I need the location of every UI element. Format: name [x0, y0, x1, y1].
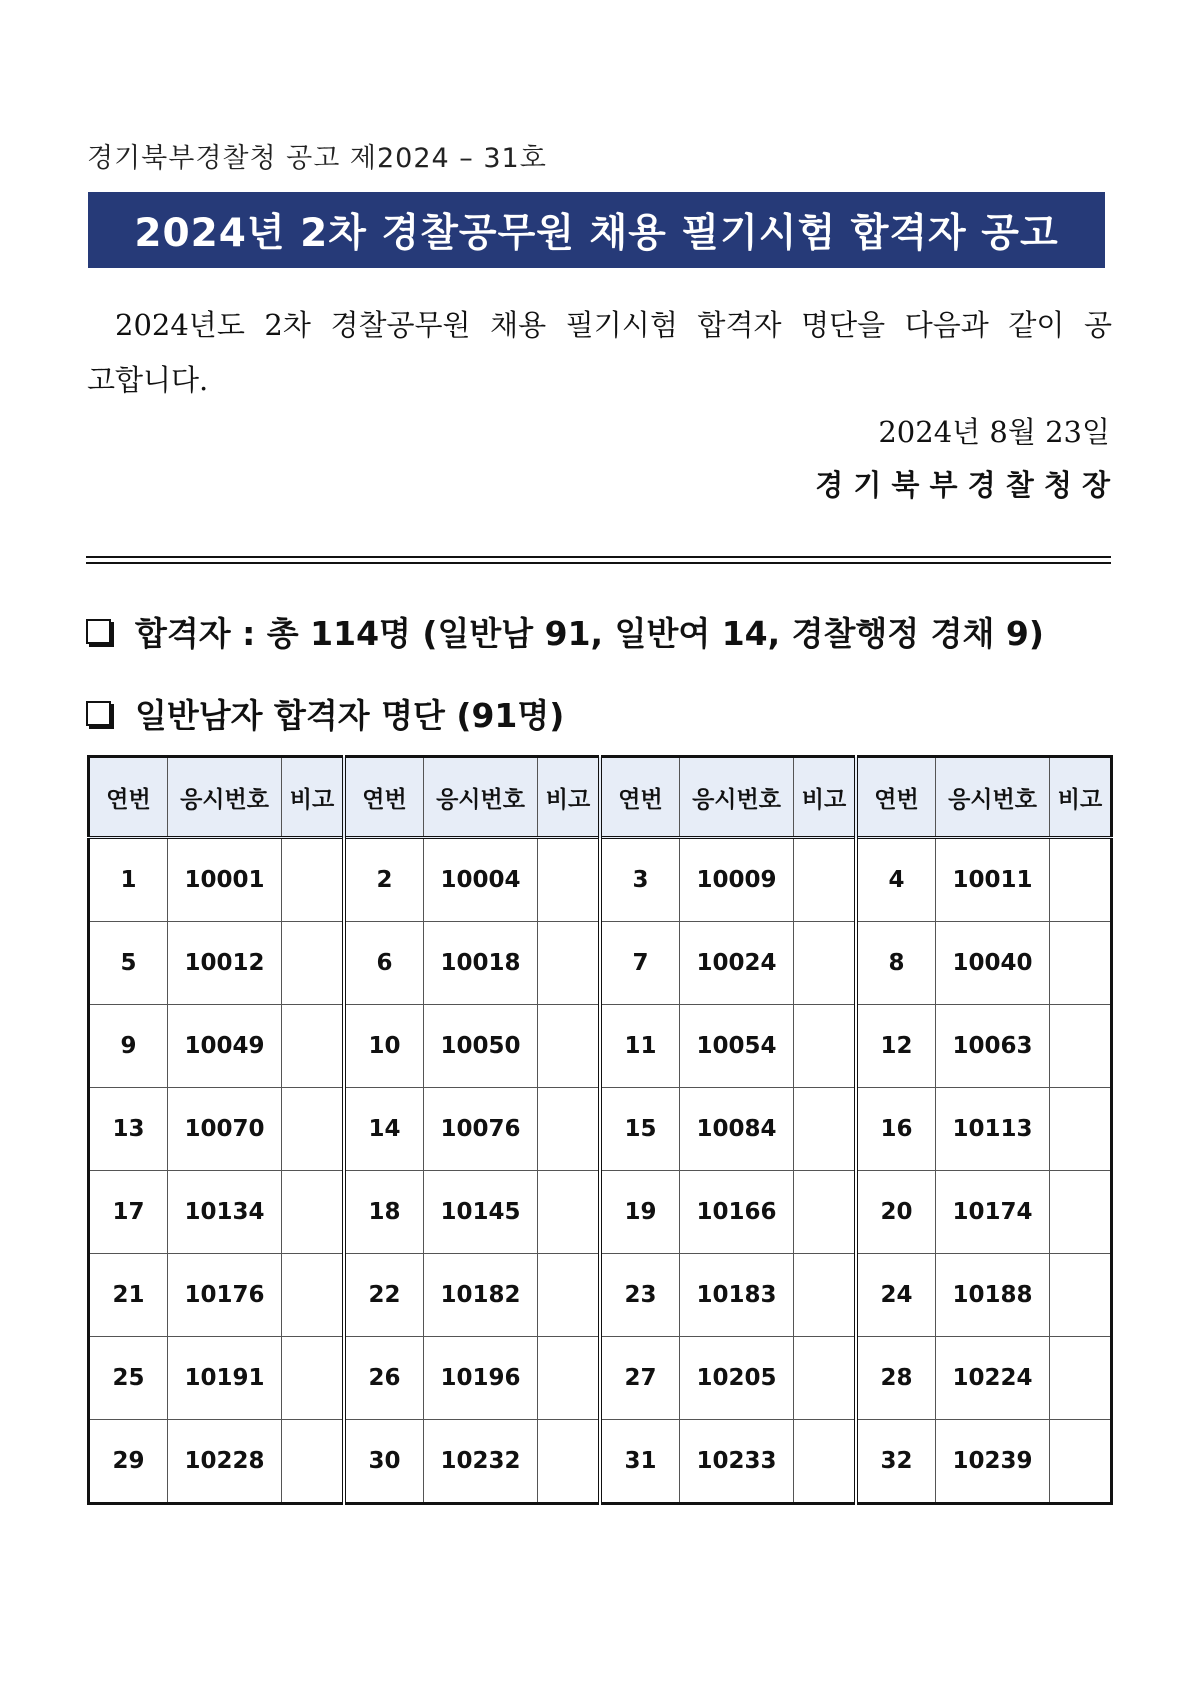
serial-cell: 18	[344, 1171, 424, 1254]
header-serial: 연번	[89, 757, 168, 838]
exam-number-cell: 10009	[680, 838, 794, 922]
exam-number-cell: 10239	[936, 1420, 1050, 1504]
serial-cell: 32	[856, 1420, 936, 1504]
header-remark: 비고	[538, 757, 601, 838]
remark-cell	[538, 1088, 601, 1171]
exam-number-cell: 10166	[680, 1171, 794, 1254]
page-title: 2024년 2차 경찰공무원 채용 필기시험 합격자 공고	[134, 211, 1059, 256]
exam-number-cell: 10084	[680, 1088, 794, 1171]
exam-number-cell: 10011	[936, 838, 1050, 922]
serial-cell: 21	[89, 1254, 168, 1337]
remark-cell	[794, 1088, 857, 1171]
serial-cell: 10	[344, 1005, 424, 1088]
serial-cell: 5	[89, 922, 168, 1005]
remark-cell	[794, 1337, 857, 1420]
checkbox-bullet-icon	[86, 619, 111, 644]
serial-cell: 4	[856, 838, 936, 922]
remark-cell	[794, 1254, 857, 1337]
exam-number-cell: 10205	[680, 1337, 794, 1420]
remark-cell	[282, 1171, 345, 1254]
exam-number-cell: 10196	[424, 1337, 538, 1420]
double-divider	[86, 556, 1111, 564]
exam-number-cell: 10134	[168, 1171, 282, 1254]
passer-table	[87, 755, 1113, 1505]
serial-cell: 30	[344, 1420, 424, 1504]
remark-cell	[538, 838, 601, 922]
remark-cell	[1050, 922, 1112, 1005]
summary-text: 합격자 : 총 114명 (일반남 91, 일반여 14, 경찰행정 경채 9)	[135, 614, 1044, 653]
exam-number-cell: 10228	[168, 1420, 282, 1504]
table-row	[89, 1420, 1112, 1504]
serial-cell: 9	[89, 1005, 168, 1088]
exam-number-cell: 10018	[424, 922, 538, 1005]
serial-cell: 17	[89, 1171, 168, 1254]
issuer-name: 경 기 북 부 경 찰 청 장	[815, 468, 1110, 502]
header-remark: 비고	[794, 757, 857, 838]
remark-cell	[1050, 1171, 1112, 1254]
header-exam-number: 응시번호	[936, 757, 1050, 838]
serial-cell: 28	[856, 1337, 936, 1420]
serial-cell: 7	[600, 922, 680, 1005]
exam-number-cell: 10176	[168, 1254, 282, 1337]
remark-cell	[282, 1337, 345, 1420]
serial-cell: 8	[856, 922, 936, 1005]
exam-number-cell: 10183	[680, 1254, 794, 1337]
serial-cell: 6	[344, 922, 424, 1005]
exam-number-cell: 10049	[168, 1005, 282, 1088]
table-header-row	[89, 757, 1112, 838]
serial-cell: 31	[600, 1420, 680, 1504]
exam-number-cell: 10076	[424, 1088, 538, 1171]
serial-cell: 15	[600, 1088, 680, 1171]
exam-number-cell: 10224	[936, 1337, 1050, 1420]
remark-cell	[282, 838, 345, 922]
exam-number-cell: 10070	[168, 1088, 282, 1171]
header-exam-number: 응시번호	[424, 757, 538, 838]
exam-number-cell: 10050	[424, 1005, 538, 1088]
exam-number-cell: 10024	[680, 922, 794, 1005]
remark-cell	[282, 922, 345, 1005]
remark-cell	[1050, 1254, 1112, 1337]
exam-number-cell: 10063	[936, 1005, 1050, 1088]
serial-cell: 29	[89, 1420, 168, 1504]
remark-cell	[282, 1254, 345, 1337]
header-remark: 비고	[1050, 757, 1112, 838]
exam-number-cell: 10191	[168, 1337, 282, 1420]
serial-cell: 3	[600, 838, 680, 922]
remark-cell	[538, 1337, 601, 1420]
remark-cell	[282, 1005, 345, 1088]
checkbox-bullet-icon	[86, 701, 111, 726]
header-exam-number: 응시번호	[680, 757, 794, 838]
table-row	[89, 1254, 1112, 1337]
exam-number-cell: 10012	[168, 922, 282, 1005]
table-row	[89, 1005, 1112, 1088]
exam-number-cell: 10113	[936, 1088, 1050, 1171]
serial-cell: 20	[856, 1171, 936, 1254]
table-row	[89, 922, 1112, 1005]
remark-cell	[794, 1420, 857, 1504]
remark-cell	[1050, 1420, 1112, 1504]
remark-cell	[282, 1420, 345, 1504]
serial-cell: 12	[856, 1005, 936, 1088]
remark-cell	[794, 1005, 857, 1088]
serial-cell: 25	[89, 1337, 168, 1420]
serial-cell: 16	[856, 1088, 936, 1171]
table-row	[89, 838, 1112, 922]
remark-cell	[1050, 838, 1112, 922]
remark-cell	[538, 1420, 601, 1504]
serial-cell: 24	[856, 1254, 936, 1337]
remark-cell	[794, 922, 857, 1005]
serial-cell: 1	[89, 838, 168, 922]
announcement-text: 2024년도 2차 경찰공무원 채용 필기시험 합격자 명단을 다음과 같이 공고합니다.	[87, 308, 1112, 397]
serial-cell: 13	[89, 1088, 168, 1171]
header-serial: 연번	[344, 757, 424, 838]
serial-cell: 2	[344, 838, 424, 922]
serial-cell: 14	[344, 1088, 424, 1171]
serial-cell: 22	[344, 1254, 424, 1337]
exam-number-cell: 10182	[424, 1254, 538, 1337]
remark-cell	[794, 1171, 857, 1254]
header-exam-number: 응시번호	[168, 757, 282, 838]
exam-number-cell: 10040	[936, 922, 1050, 1005]
exam-number-cell: 10054	[680, 1005, 794, 1088]
remark-cell	[1050, 1337, 1112, 1420]
exam-number-cell: 10001	[168, 838, 282, 922]
notice-number: 경기북부경찰청 공고 제2024 – 31호	[87, 143, 547, 174]
exam-number-cell: 10233	[680, 1420, 794, 1504]
exam-number-cell: 10174	[936, 1171, 1050, 1254]
page-title-banner	[88, 192, 1105, 268]
remark-cell	[794, 838, 857, 922]
header-remark: 비고	[282, 757, 345, 838]
announcement-date: 2024년 8월 23일	[878, 415, 1110, 449]
remark-cell	[538, 1254, 601, 1337]
remark-cell	[538, 922, 601, 1005]
exam-number-cell: 10004	[424, 838, 538, 922]
header-serial: 연번	[856, 757, 936, 838]
serial-cell: 23	[600, 1254, 680, 1337]
exam-number-cell: 10145	[424, 1171, 538, 1254]
exam-number-cell: 10232	[424, 1420, 538, 1504]
remark-cell	[538, 1005, 601, 1088]
table-row	[89, 1337, 1112, 1420]
serial-cell: 26	[344, 1337, 424, 1420]
serial-cell: 11	[600, 1005, 680, 1088]
remark-cell	[1050, 1088, 1112, 1171]
serial-cell: 27	[600, 1337, 680, 1420]
header-serial: 연번	[600, 757, 680, 838]
table-row	[89, 1088, 1112, 1171]
exam-number-cell: 10188	[936, 1254, 1050, 1337]
summary-heading	[86, 608, 1044, 655]
remark-cell	[1050, 1005, 1112, 1088]
list-heading	[86, 690, 564, 737]
list-title: 일반남자 합격자 명단 (91명)	[135, 696, 565, 735]
table-row	[89, 1171, 1112, 1254]
remark-cell	[538, 1171, 601, 1254]
remark-cell	[282, 1088, 345, 1171]
serial-cell: 19	[600, 1171, 680, 1254]
